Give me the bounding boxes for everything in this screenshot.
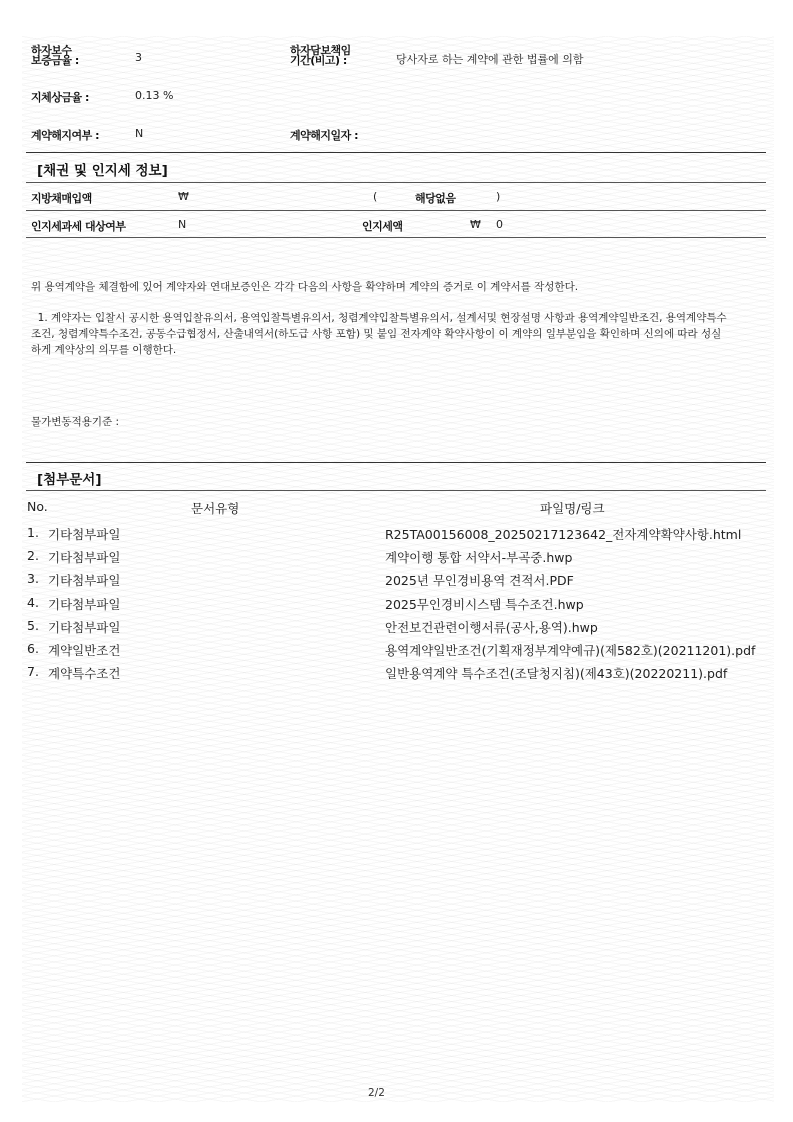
attachment-no: 7. — [27, 664, 39, 680]
stamp-tax-target-value: N — [178, 218, 187, 231]
attachment-type: 기타첨부파일 — [48, 573, 121, 589]
attachment-no: 6. — [27, 641, 39, 656]
attachment-no: 3. — [27, 571, 39, 587]
attachment-file-link[interactable]: 계약이행 통합 서약서-부곡중.hwp — [385, 550, 573, 566]
subcontract-bond-label-line2: 보증금율 : — [31, 54, 79, 67]
section-divider — [26, 490, 766, 491]
clause-line-2: 조건, 청렴계약특수조건, 공동수급협정서, 산출내역서(하도급 사항 포함) 및 붙임 전자계약 확약사항이 이 계약의 일부분임을 확인하며 신의에 따라 성실 — [31, 328, 722, 340]
delay-rate-value: 0.13 % — [135, 89, 174, 102]
price-adjust-label: 물가변동적용기준 : — [31, 416, 120, 428]
defect-period-value: 당사자로 하는 계약에 관한 법률에 의함 — [396, 53, 584, 66]
delay-rate-label: 지체상금율 : — [31, 91, 89, 104]
defect-period-label-line1: 하자담보책임 — [290, 44, 351, 57]
termination-label: 계약해지여부 : — [31, 129, 99, 142]
bond-purchase-label: 지방채매입액 — [31, 192, 92, 205]
bond-purchase-currency: ₩ — [178, 190, 189, 203]
not-applicable-text: 해당없음 — [415, 192, 456, 205]
attachment-type: 기타첨부파일 — [48, 550, 121, 566]
attachment-type: 계약일반조건 — [48, 643, 121, 658]
document-page — [22, 36, 774, 1102]
termination-date-label: 계약해지일자 : — [290, 129, 358, 142]
attachment-no: 2. — [27, 548, 39, 564]
attachment-type: 기타첨부파일 — [48, 527, 121, 542]
col-header-type: 문서유형 — [191, 501, 240, 516]
col-header-file: 파일명/링크 — [540, 501, 605, 516]
attachment-file-link[interactable]: 2025무인경비시스템 특수조건.hwp — [385, 596, 584, 612]
stamp-tax-target-label: 인지세과세 대상여부 — [31, 220, 126, 233]
attachment-no: 1. — [27, 525, 39, 540]
attachment-file-link[interactable]: 용역계약일반조건(기획재정부계약예규)(제582호)(20211201).pdf — [385, 643, 756, 658]
row-divider — [26, 210, 766, 211]
stamp-tax-label: 인지세액 — [362, 220, 403, 233]
page-number: 2/2 — [368, 1087, 385, 1099]
defect-period-label-line2: 기간(비고) : — [290, 54, 347, 67]
attachment-no: 5. — [27, 617, 39, 633]
intro-paragraph: 위 용역계약을 체결함에 있어 계약자와 연대보증인은 각각 다음의 사항을 확약하며 계약의 증거로 이 계약서를 작성한다. — [31, 281, 579, 293]
attachment-type: 계약특수조건 — [48, 666, 121, 682]
section-divider — [26, 152, 766, 153]
defect-period-label — [290, 46, 351, 66]
attachment-no: 4. — [27, 594, 39, 610]
stamp-tax-currency: ₩ — [470, 218, 481, 231]
subcontract-bond-label — [31, 46, 79, 66]
bond-section-title: [채권 및 인지세 정보] — [37, 163, 168, 179]
paren-open: ( — [373, 190, 378, 203]
attachments-title: [첨부문서] — [37, 472, 102, 488]
col-header-no: No. — [27, 499, 48, 514]
attachment-file-link[interactable]: R25TA00156008_20250217123642_전자계약확약사항.html — [385, 527, 742, 542]
subcontract-bond-label-line1: 하자보수 — [31, 44, 72, 57]
paren-close: ) — [496, 190, 501, 203]
attachment-file-link[interactable]: 2025년 무인경비용역 견적서.PDF — [385, 573, 574, 589]
termination-value: N — [135, 127, 144, 140]
clause-line-3: 하게 계약상의 의무를 이행한다. — [31, 344, 177, 356]
section-divider — [26, 182, 766, 183]
clause-line-1: 1. 계약자는 입찰시 공시한 용역입찰유의서, 용역입찰특별유의서, 청렴계약입찰특별유의서, 설계서및 현장설명 사항과 용역계약일반조건, 용역계약특수 — [31, 312, 727, 324]
subcontract-bond-value: 3 — [135, 51, 142, 64]
row-divider — [26, 237, 766, 238]
attachment-file-link[interactable]: 안전보건관련이행서류(공사,용역).hwp — [385, 619, 598, 635]
attachment-type: 기타첨부파일 — [48, 596, 121, 612]
attachment-file-link[interactable]: 일반용역계약 특수조건(조달청지침)(제43호)(20220211).pdf — [385, 666, 728, 682]
stamp-tax-value: 0 — [496, 218, 503, 231]
attachment-type: 기타첨부파일 — [48, 619, 121, 635]
section-divider — [26, 462, 766, 463]
